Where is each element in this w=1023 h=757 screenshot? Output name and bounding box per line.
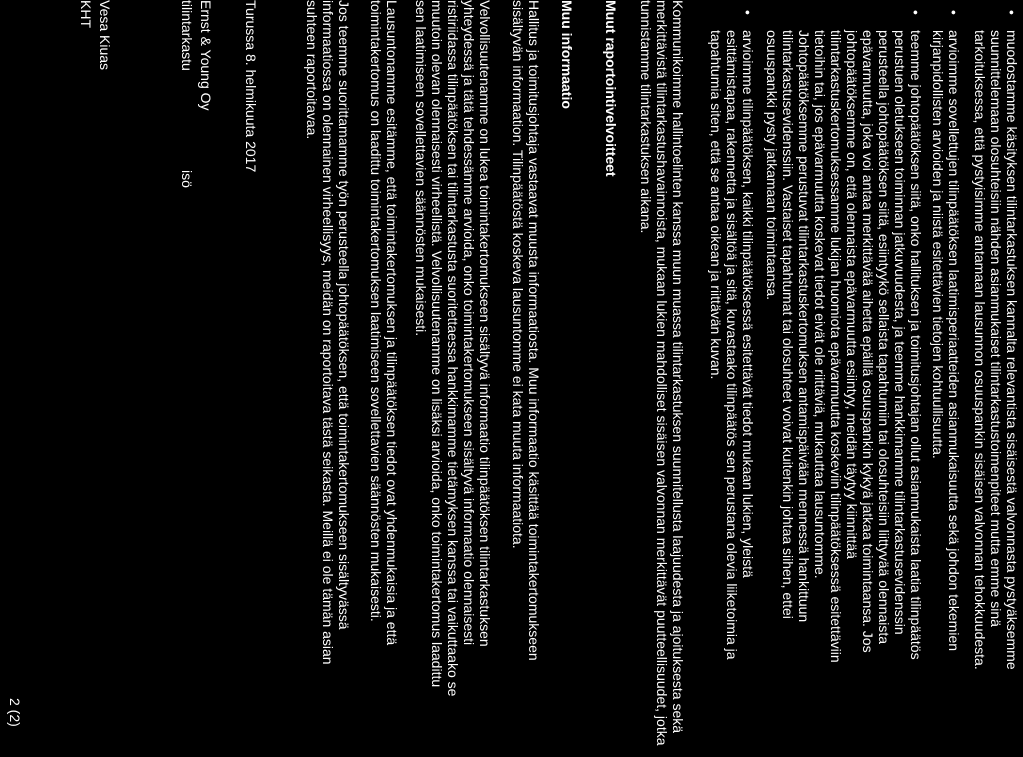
body-line: informaatiossa on olennainen virheellisyys, meidän on raportoitava tästä seikasta. Meillä ei ole tämän asian [320, 0, 336, 665]
firm-line-suffix: isö [179, 170, 195, 188]
body-line: ristiriidassa tilinpäätöksen tai tilintarkastusta suoritettaessa hankkimamme tietämyksen kanssa tai vaikuttaako se [445, 0, 461, 697]
firm-name: Ernst & Young Oy [198, 0, 214, 111]
body-line: yhteydessä ja tätä tehdessämme arvioida, onko toimintakertomukseen sisältyvä informaatio olennaisesti [461, 0, 477, 646]
body-line: muutoin olevan olennaisesti virheellistä. Velvollisuutenamme on lisäksi arvioida, onko toimintakertomus laadittu [429, 0, 445, 688]
bullet-line: tietoihin tai, jos epävarmuutta koskevat tiedot eivät ole riittäviä, mukauttaa lausuntomme. [812, 30, 828, 579]
bullet-line: perustuen oletukseen toiminnan jatkuvuudesta, ja teemme hankkimamme tilintarkastusevidenssin [892, 30, 908, 635]
bullet-line: Johtopäätöksemme perustuvat tilintarkastuskertomuksen antamispäivään mennessä hankittuun [796, 30, 812, 623]
body-line: sen laatimiseen sovellettavien säännösten mukaisesti. [413, 0, 429, 337]
body-line: sisältyvän informaation. Tilinpäätöstä koskeva lausuntomme ei kata muuta informaatiota. [510, 0, 526, 549]
subsection-title: Muu informaatio [559, 0, 575, 109]
body-line: Velvollisuutenamme on lukea toimintakertomukseen sisältyvä informaatio tilinpäätöksen tilintarkastuksen [477, 0, 493, 647]
bullet-line: tapahtumia siten, että se antaa oikean ja riittävän kuvan. [708, 30, 724, 380]
bullet-line: tarkoituksessa, että pystyisimme antamaan lausunnon osuuspankin sisäisen valvonnan tehokkuudesta. [972, 30, 988, 670]
bullet-line: suunnittelemaan olosuhteisiin nähden asianmukaiset tilintarkastustoimenpiteet mutta emme sinä [988, 30, 1004, 627]
body-line: Jos teemme suorittamamme työn perusteella johtopäätöksen, että toimintakertomukseen sisältyvässä [336, 0, 352, 630]
bullet-line: esittämistapaa, rakennetta ja sisältöä ja sitä, kuvastaako tilinpäätös sen perustana olevia liiketoimia ja [724, 30, 740, 660]
bullet-line: tilintarkastuskertomuksessamme lukijan huomiota epävarmuutta koskeviin tilinpäätöksessä esitettäviin [828, 30, 844, 663]
bullet-line: kirjanpidollisten arvioiden ja niistä esitettävien tietojen kohtuullisuutta. [930, 30, 946, 459]
bullet-marker: • [1004, 10, 1020, 15]
body-line: Kommunikoimme hallintoelinten kanssa muun muassa tilintarkastuksen suunnitellusta laajuudesta ja ajoituksesta sekä [670, 0, 686, 734]
body-line: Lausuntonamme esitämme, että toimintakertomuksen ja tilinpäätöksen tiedot ovat yhdenmukaisia ja että [384, 0, 400, 646]
bullet-marker: • [946, 10, 962, 15]
body-line: merkittävistä tilintarkastushavainnoista, mukaan lukien mahdolliset sisäisen valvonnan merkittävät puutteellisuudet, jotka [654, 0, 670, 746]
bullet-line: perusteella johtopäätöksen siitä, esiintyykö sellaista tapahtumiin tai olosuhteisiin liittyvää olennaista [876, 30, 892, 645]
bullet-marker: • [740, 10, 756, 15]
body-line: Hallitus ja toimitusjohtaja vastaavat muusta informaatiosta. Muu informaatio käsittää toimintakertomukseen [526, 0, 542, 661]
bullet-line: johtopäätöksemme on, että olennaista epävarmuutta esiintyy, meidän täytyy kiinnittää [844, 30, 860, 559]
signer-name: Vesa Kiuas [97, 0, 113, 71]
signer-title: KHT [78, 0, 94, 28]
page-number: 2 (2) [7, 698, 23, 727]
place-date: Turussa 8. helmikuuta 2017 [243, 0, 259, 173]
bullet-line: muodostamme käsityksen tilintarkastuksen kannalta relevantista sisäisestä valvonnasta pystyäksemme [1004, 30, 1020, 670]
bullet-line: teemme johtopäätöksen siitä, onko hallituksen ja toimitusjohtajan ollut asianmukaista laatia tilinpäätös [908, 30, 924, 660]
body-line: suhteen raportoitavaa. [304, 0, 320, 140]
section-title: Muut raportointivelvoitteet [603, 0, 619, 177]
bullet-line: osuuspankki pysty jatkamaan toimintaansa. [764, 30, 780, 301]
bullet-line: arvioimme tilinpäätöksen, kaikki tilinpäätöksessä esitettävät tiedot mukaan lukien, yleistä [740, 30, 756, 578]
firm-line: tilintarkastu [179, 0, 195, 71]
body-line: tunnistamme tilintarkastuksen aikana. [638, 0, 654, 234]
bullet-line: arvioimme sovellettujen tilinpäätöksen laatimisperiaatteiden asianmukaisuutta sekä johdon tekemien [946, 30, 962, 652]
body-line: toimintakertomus on laadittu toimintakertomuksen laatimiseen sovellettavien säännösten mukaisesti. [368, 0, 384, 622]
bullet-marker: • [908, 10, 924, 15]
bullet-line: epävarmuutta, joka voi antaa merkittävää aihetta epäillä osuuspankin kykyä jatkaa toimintaansa. Jos [860, 30, 876, 653]
bullet-line: tilintarkastusevidenssiin. Vastaiset tapahtumat tai olosuhteet voivat kuitenkin johtaa siihen, ettei [780, 30, 796, 619]
